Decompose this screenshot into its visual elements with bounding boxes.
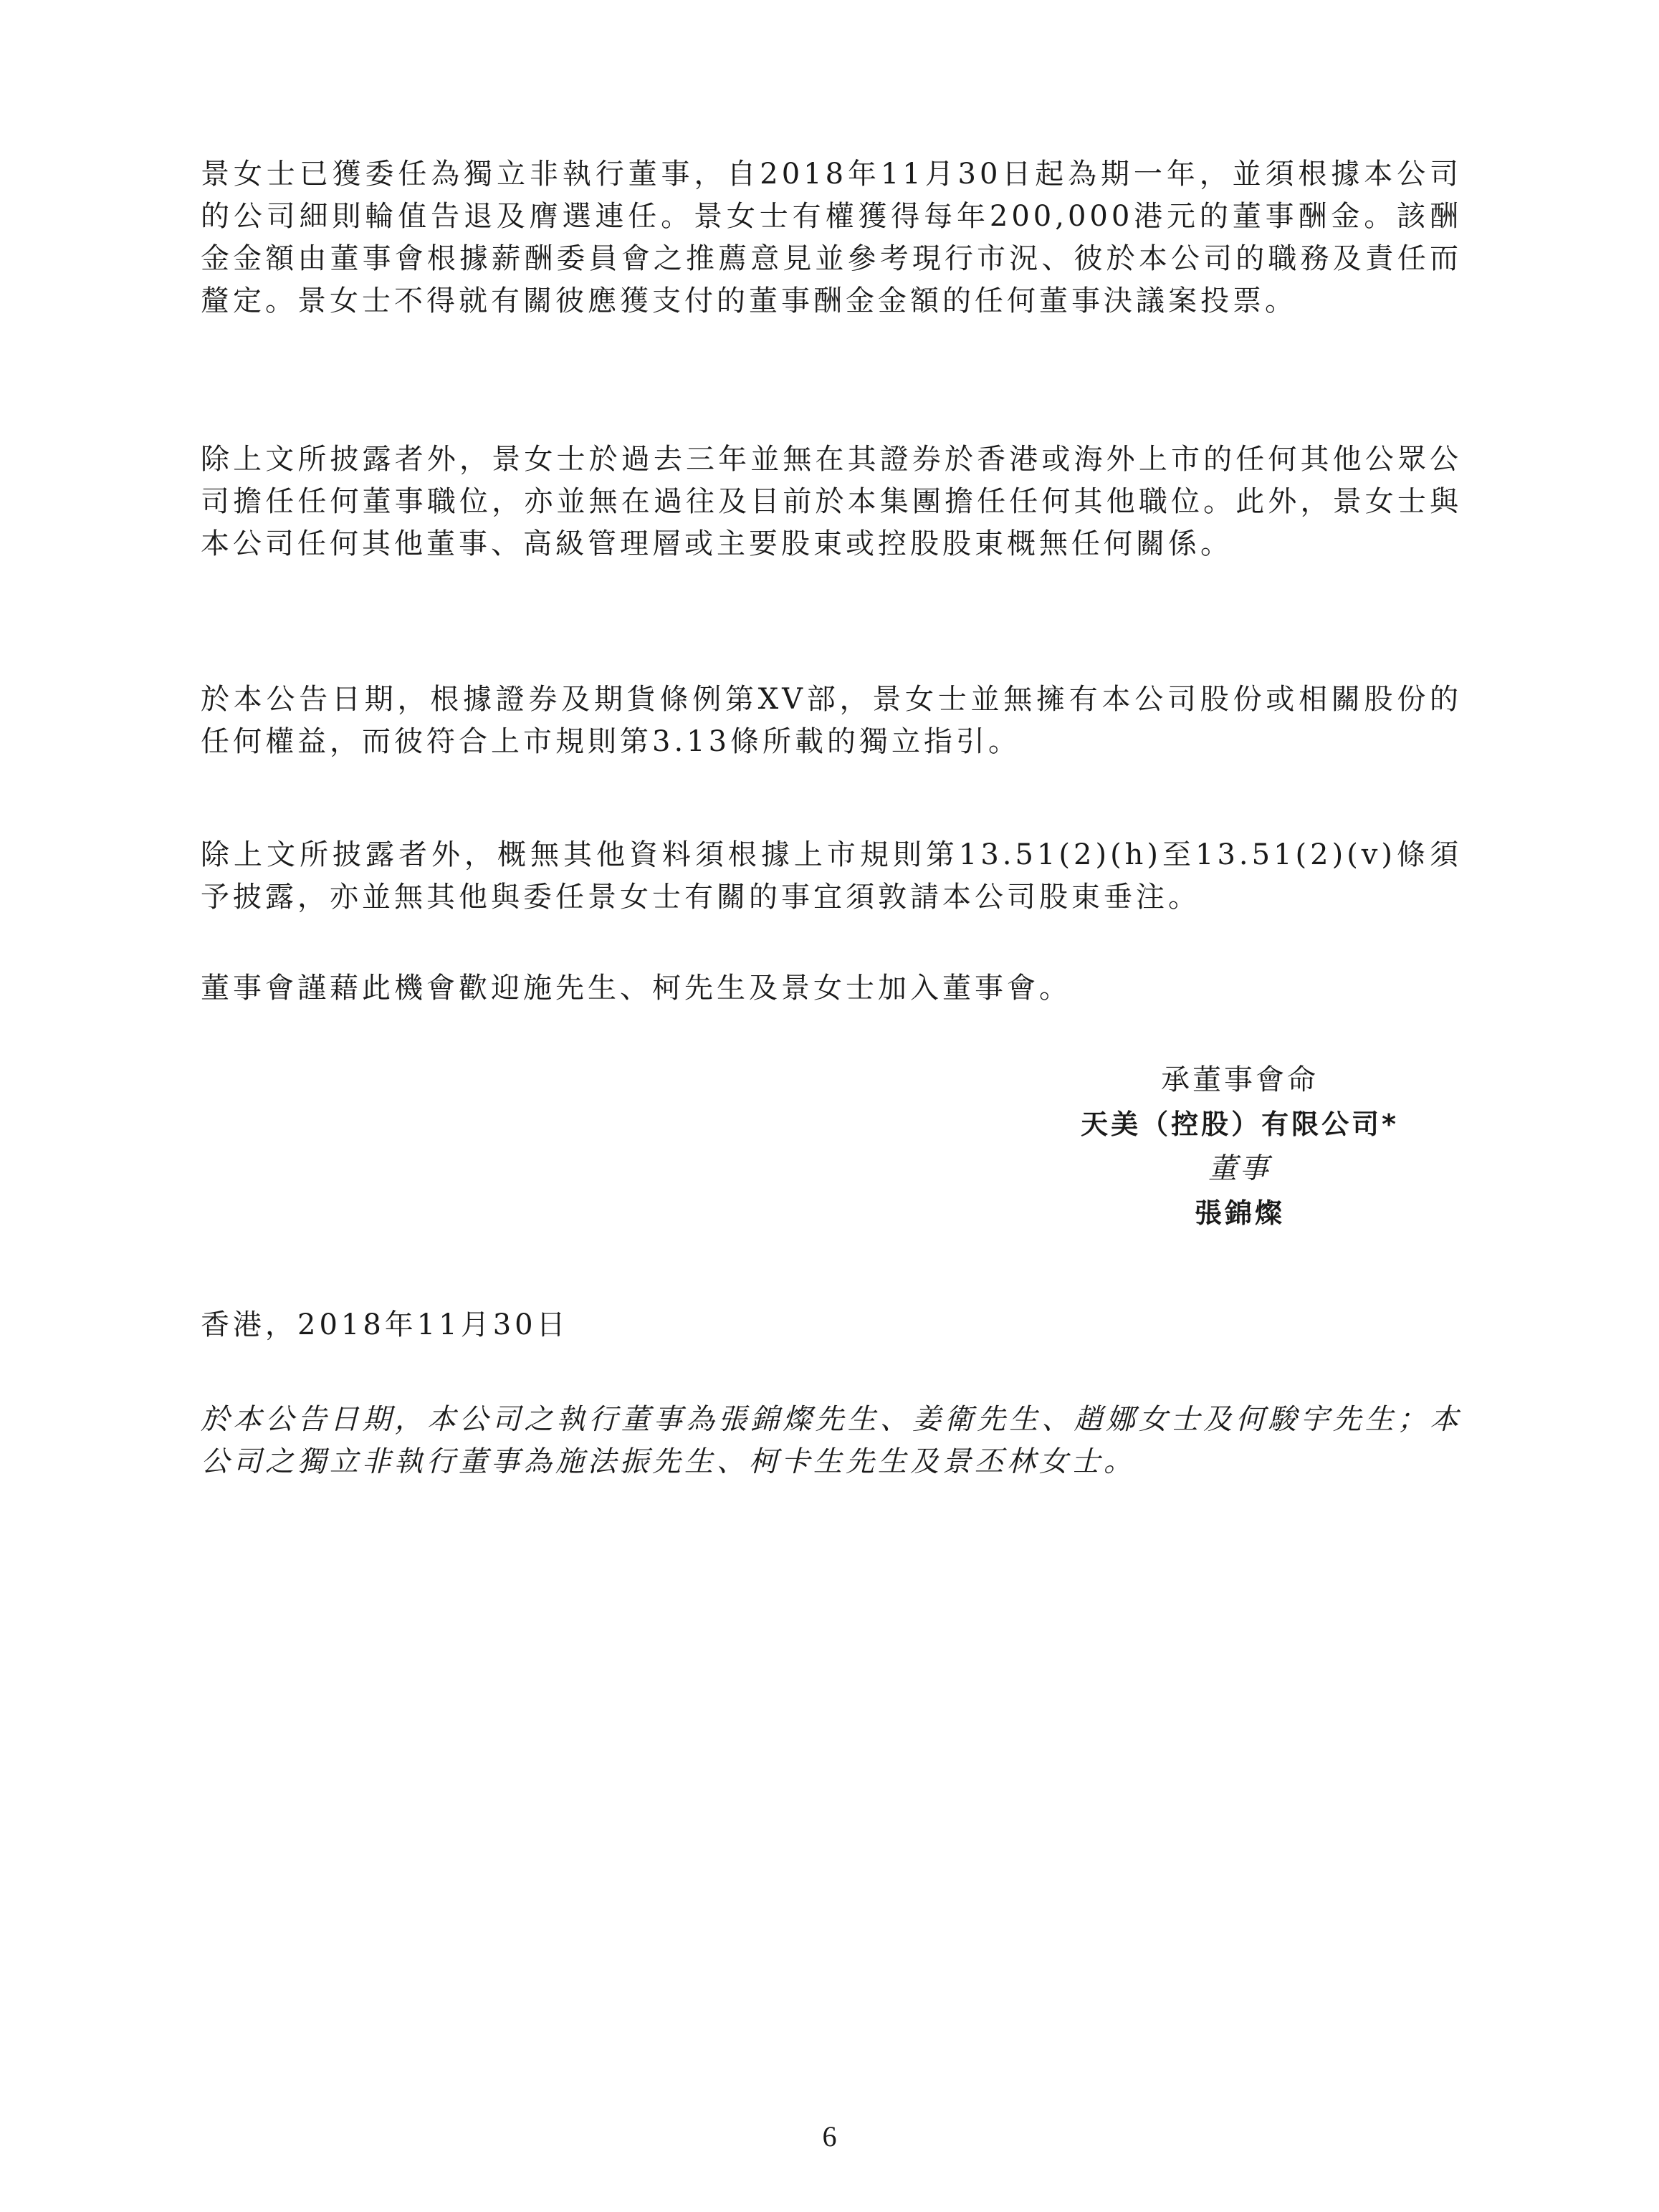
footer-note: 於本公告日期，本公司之執行董事為張錦燦先生、姜衛先生、趙娜女士及何駿宇先生；本公司之獨立非執行董事為施法振先生、柯卡生先生及景丕林女士。	[201, 1403, 1462, 1478]
paragraph-other-matters: 除上文所披露者外，概無其他資料須根據上市規則第13.51(2)(h)至13.51(2)(v)條須予披露，亦並無其他與委任景女士有關的事宜須敦請本公司股東垂注。	[201, 838, 1462, 914]
page-number: 6	[822, 2120, 837, 2153]
signature-by-order: 承董事會命	[1161, 1063, 1319, 1096]
paragraph-interests: 於本公告日期，根據證券及期貨條例第XV部，景女士並無擁有本公司股份或相關股份的任何權益，而彼符合上市規則第3.13條所載的獨立指引。	[201, 683, 1462, 758]
paragraph-welcome: 董事會謹藉此機會歡迎施先生、柯先生及景女士加入董事會。	[201, 972, 1071, 1005]
signature-company: 天美（控股）有限公司*	[1081, 1109, 1399, 1140]
paragraph-disclosure: 除上文所披露者外，景女士於過去三年並無在其證券於香港或海外上市的任何其他公眾公司擔任任何董事職位，亦並無在過往及目前於本集團擔任任何其他職位。此外，景女士與本公司任何其他董事、高級管理層或主要股東或控股股東概無任何關係。	[201, 443, 1462, 560]
signature-block	[989, 1058, 1491, 1235]
signature-title: 董事	[1208, 1152, 1271, 1185]
signature-name: 張錦燦	[1194, 1197, 1285, 1229]
paragraph-appointment: 景女士已獲委任為獨立非執行董事，自2018年11月30日起為期一年，並須根據本公司的公司細則輪值告退及膺選連任。景女士有權獲得每年200,000港元的董事酬金。該酬金金額由董事會根據薪酬委員會之推薦意見並參考現行市況、彼於本公司的職務及責任而釐定。景女士不得就有關彼應獲支付的董事酬金金額的任何董事決議案投票。	[201, 158, 1462, 317]
place-date: 香港，2018年11月30日	[201, 1308, 569, 1341]
